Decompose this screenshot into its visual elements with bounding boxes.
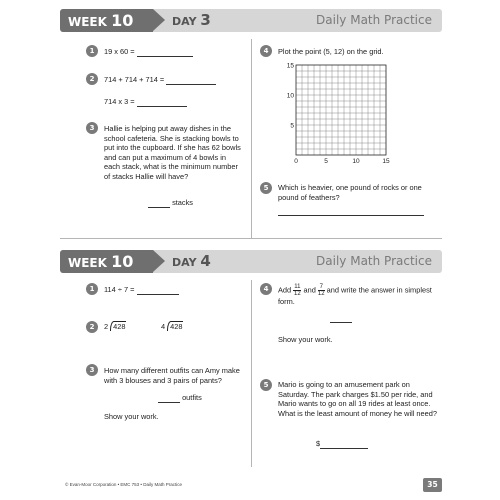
fraction-2 bbox=[318, 284, 325, 297]
day4-header bbox=[60, 250, 442, 273]
grid-x-label: 10 bbox=[352, 158, 360, 165]
day-label bbox=[172, 250, 211, 274]
day4-section bbox=[60, 250, 442, 467]
dollar-sign: $ bbox=[316, 439, 321, 448]
long-division-a bbox=[104, 322, 126, 332]
day3-section bbox=[60, 9, 442, 239]
grid-border bbox=[296, 65, 386, 155]
question-5-text: Which is heavier, one pound of rocks or one pound of feathers? bbox=[278, 183, 422, 202]
question-number-badge: 1 bbox=[86, 283, 98, 295]
question-number-badge: 3 bbox=[86, 364, 98, 376]
fraction-2-numerator: 7 bbox=[319, 284, 323, 290]
column-divider bbox=[251, 39, 252, 239]
grid-x-label: 0 bbox=[294, 158, 298, 165]
question-2-line-2 bbox=[104, 97, 187, 107]
question-2-text-1: 714 + 714 + 714 = bbox=[104, 75, 165, 84]
question-3-text: Hallie is helping put away dishes in the school cafeteria. She is stacking bowls to put into the cupboard. If she has 62 bowls and can put a maximum of 4 bowls in each stack, what is the minimum number of stacks Hallie will have? bbox=[104, 124, 241, 181]
answer-unit: stacks bbox=[172, 198, 194, 207]
answer-blank[interactable] bbox=[166, 77, 216, 85]
header-title: Daily Math Practice bbox=[316, 254, 432, 268]
question-5-answer bbox=[316, 439, 368, 449]
grid-x-label: 15 bbox=[382, 158, 390, 165]
and-word: and bbox=[303, 285, 316, 295]
question-3-text: How many different outfits can Amy make with 3 blouses and 3 pairs of pants? bbox=[104, 366, 240, 385]
fraction-1-numerator: 11 bbox=[294, 284, 301, 290]
answer-blank[interactable] bbox=[137, 49, 193, 57]
header-title: Daily Math Practice bbox=[316, 13, 432, 27]
question-1-text: 114 ÷ 7 = bbox=[104, 285, 135, 294]
question-3-answer bbox=[148, 198, 193, 208]
column-divider bbox=[251, 280, 252, 467]
week-number: 10 bbox=[111, 252, 134, 271]
answer-blank[interactable] bbox=[137, 287, 179, 295]
footer-credit: © Evan-Moor Corporation • EMC 753 • Daily Math Practice bbox=[65, 482, 183, 487]
question-number-badge: 2 bbox=[86, 321, 98, 333]
add-word: Add bbox=[278, 285, 292, 295]
answer-line[interactable] bbox=[278, 215, 424, 216]
week-label: WEEK bbox=[68, 256, 107, 270]
question-2-text-2: 714 x 3 = bbox=[104, 97, 135, 106]
coordinate-grid[interactable] bbox=[282, 63, 398, 169]
dividend: 428 bbox=[167, 321, 183, 331]
question-5-text: Mario is going to an amusement park on Saturday. The park charges $1.50 per ride, and Mario wants to go on all 19 rides at least once. What is the least amount of money he will need? bbox=[278, 380, 437, 418]
answer-unit: outfits bbox=[182, 393, 202, 402]
question-number-badge: 4 bbox=[260, 283, 272, 295]
answer-blank[interactable] bbox=[137, 99, 187, 107]
answer-blank[interactable] bbox=[148, 200, 170, 208]
grid-y-label: 15 bbox=[286, 63, 294, 70]
coordinate-grid-svg[interactable] bbox=[282, 63, 398, 169]
day-number: 4 bbox=[200, 252, 211, 270]
fraction-2-denominator: 12 bbox=[317, 291, 325, 297]
question-4 bbox=[278, 284, 438, 307]
question-number-badge: 4 bbox=[260, 45, 272, 57]
fraction-1-denominator: 12 bbox=[293, 291, 301, 297]
question-number-badge: 2 bbox=[86, 73, 98, 85]
day3-header bbox=[60, 9, 442, 32]
question-number-badge: 5 bbox=[260, 182, 272, 194]
question-2-line-1 bbox=[104, 75, 216, 85]
long-division-b bbox=[161, 322, 183, 332]
grid-x-label: 5 bbox=[324, 158, 328, 165]
answer-blank[interactable] bbox=[158, 395, 180, 403]
answer-blank[interactable] bbox=[320, 441, 368, 449]
page-number: 35 bbox=[423, 478, 442, 492]
question-4-text: Plot the point (5, 12) on the grid. bbox=[278, 47, 384, 56]
divisor: 4 bbox=[161, 322, 166, 331]
question-number-badge: 5 bbox=[260, 379, 272, 391]
fraction-1 bbox=[293, 284, 301, 297]
grid-y-label: 10 bbox=[286, 92, 294, 100]
day-label bbox=[172, 9, 211, 33]
week-tab bbox=[60, 250, 153, 273]
question-4-rest: and write the answer in simplest form. bbox=[278, 285, 432, 306]
week-number: 10 bbox=[111, 11, 134, 30]
day-text: DAY bbox=[172, 256, 197, 269]
day-number: 3 bbox=[200, 11, 211, 29]
section-bottom-rule bbox=[60, 238, 442, 239]
show-work: Show your work. bbox=[104, 412, 159, 421]
question-1 bbox=[104, 47, 193, 57]
day-text: DAY bbox=[172, 15, 197, 28]
question-number-badge: 3 bbox=[86, 122, 98, 134]
dividend: 428 bbox=[110, 321, 126, 331]
question-3-answer bbox=[158, 393, 202, 403]
week-tab bbox=[60, 9, 153, 32]
grid-y-label: 5 bbox=[290, 122, 294, 130]
question-1 bbox=[104, 285, 179, 295]
divisor: 2 bbox=[104, 322, 109, 331]
week-label: WEEK bbox=[68, 15, 107, 29]
question-1-text: 19 x 60 = bbox=[104, 47, 135, 56]
answer-blank[interactable] bbox=[330, 322, 352, 323]
question-number-badge: 1 bbox=[86, 45, 98, 57]
show-work: Show your work. bbox=[278, 335, 333, 344]
